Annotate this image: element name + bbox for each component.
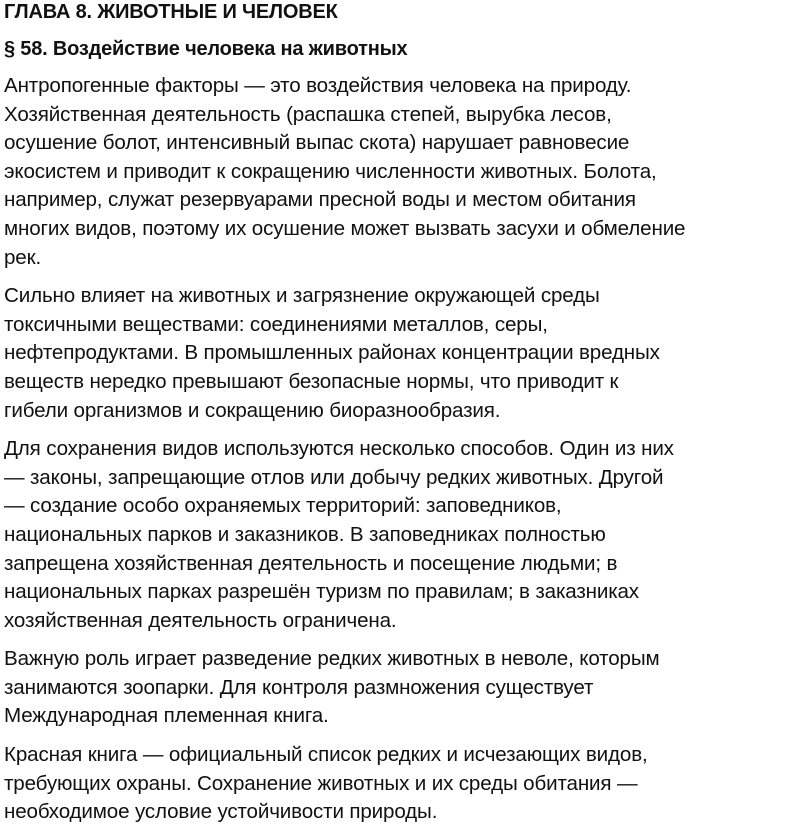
paragraph-5 [4,741,800,827]
text-line: Международная племенная книга. [4,704,329,728]
text-line: национальных парков и заказников. В заповедниках полностью [4,522,606,546]
text-line: Для сохранения видов используются несколько способов. Один из них [4,437,674,461]
section-title: § 58. Воздействие человека на животных [4,38,408,60]
text-line: требующих охраны. Сохранение животных и их среды обитания — [4,771,638,795]
paragraph-2 [4,282,800,425]
text-line: Важную роль играет разведение редких животных в неволе, которым [4,647,660,671]
paragraph-4 [4,645,800,731]
text-line: — законы, запрещающие отлов или добычу редких животных. Другой [4,465,664,489]
text-line: хозяйственная деятельность ограничена. [4,608,397,632]
paragraph-3 [4,435,800,635]
text-line: национальных парках разрешён туризм по правилам; в заказниках [4,580,639,604]
text-line: Сильно влияет на животных и загрязнение окружающей среды [4,284,600,308]
text-line: многих видов, поэтому их осушение может вызвать засухи и обмеление [4,216,686,240]
chapter-title: ГЛАВА 8. ЖИВОТНЫЕ И ЧЕЛОВЕК [4,1,338,23]
text-line: Красная книга — официальный список редких и исчезающих видов, [4,743,648,767]
text-line: экосистем и приводит к сокращению численности животных. Болота, [4,159,657,183]
document-page [4,0,800,827]
text-line: токсичными веществами: соединениями металлов, серы, [4,312,548,336]
text-line: занимаются зоопарки. Для контроля размножения существует [4,675,594,699]
text-line: веществ нередко превышают безопасные нормы, что приводит к [4,369,619,393]
text-line: Антропогенные факторы — это воздействия человека на природу. [4,74,632,97]
paragraph-1 [4,72,800,272]
text-line: запрещена хозяйственная деятельность и посещение людьми; в [4,551,618,575]
text-line: нефтепродуктами. В промышленных районах концентрации вредных [4,341,660,365]
text-line: например, служат резервуарами пресной воды и местом обитания [4,188,636,212]
text-line: Хозяйственная деятельность (распашка степей, вырубка лесов, [4,102,612,126]
text-line: — создание особо охраняемых территорий: заповедников, [4,494,562,518]
text-line: гибели организмов и сокращению биоразнообразия. [4,398,501,422]
text-line: рек. [4,245,42,269]
text-line: осушение болот, интенсивный выпас скота) нарушает равновесие [4,131,630,155]
text-line: необходимое условие устойчивости природы. [4,800,438,824]
